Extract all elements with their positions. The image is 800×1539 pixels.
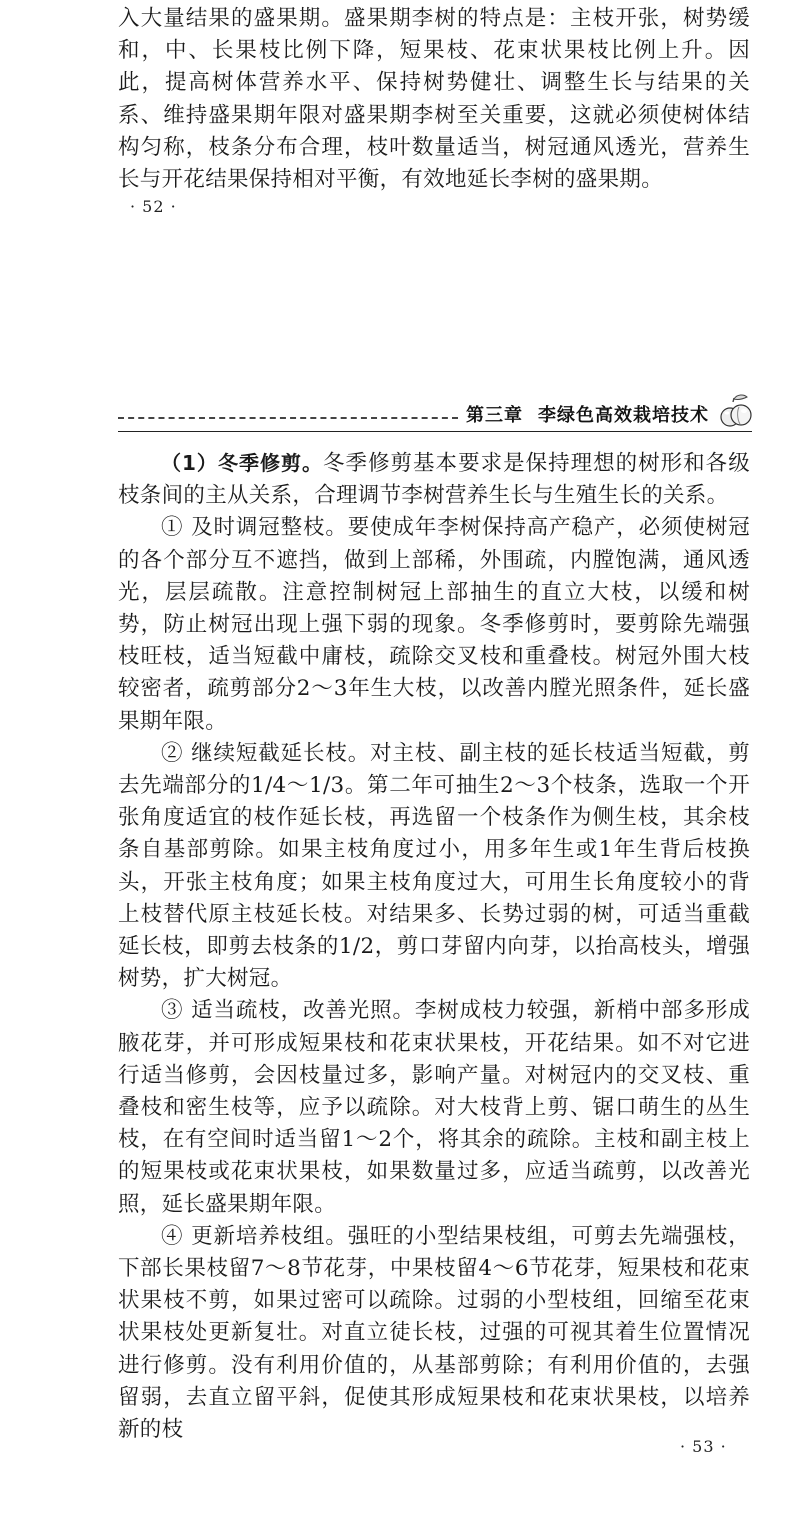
- running-header: [118, 393, 752, 433]
- paragraph-item-2: ② 继续短截延长枝。对主枝、副主枝的延长枝适当短截，剪去先端部分的1/4～1/3。第二年可抽生2～3个枝条，选取一个开张角度适宜的枝作延长枝，再选留一个枝条作为侧生枝，其余枝条自基部剪除。如果主枝角度过小，用多年生或1年生背后枝换头，开张主枝角度；如果主枝角度过大，可用生长角度较小的背上枝替代原主枝延长枝。对结果多、长势过弱的树，可适当重截延长枝，即剪去枝条的1/2，剪口芽留内向芽，以抬高枝头，增强树势，扩大树冠。: [118, 740, 750, 992]
- paragraph-item-4: ④ 更新培养枝组。强旺的小型结果枝组，可剪去先端强枝，下部长果枝留7～8节花芽，中果枝留4～6节花芽，短果枝和花束状果枝不剪，如果过密可以疏除。过弱的小型枝组，回缩至花束状果枝处更新复壮。对直立徒长枝，过强的可视其着生位置情况进行修剪。没有利用价值的，从基部剪除；有利用价值的，去强留弱，去直立留平斜，促使其形成短果枝和花束状果枝，以培养新的枝: [118, 1223, 750, 1443]
- page-52-body: [118, 3, 750, 196]
- page-number-53: · 53 ·: [680, 1437, 727, 1456]
- page-52: [0, 0, 800, 330]
- paragraph-winter-pruning: [118, 447, 750, 512]
- paragraph-item-3: ③ 适当疏枝，改善光照。李树成枝力较强，新梢中部多形成腋花芽，并可形成短果枝和花束状果枝，开花结果。如不对它进行适当修剪，会因枝量过多，影响产量。对树冠内的交叉枝、重叠枝和密生枝等，应予以疏除。对大枝背上剪、锯口萌生的丛生枝，在有空间时适当留1～2个，将其余的疏除。主枝和副主枝上的短果枝或花束状果枝，如果数量过多，应适当疏剪，以改善光照，延长盛果期年限。: [118, 998, 750, 1217]
- header-title: 李绿色高效栽培技术: [538, 405, 709, 426]
- page-52-paragraph: 入大量结果的盛果期。盛果期李树的特点是：主枝开张，树势缓和，中、长果枝比例下降，短果枝、花束状果枝比例上升。因此，提高树体营养水平、保持树势健壮、调整生长与结果的关系、维持盛果期年限对盛果期李树至关重要，这就必须使树体结构匀称，枝条分布合理，枝叶数量适当，树冠通风透光，营养生长与开花结果保持相对平衡，有效地延长李树的盛果期。: [118, 6, 750, 193]
- header-chapter: 第三章: [466, 405, 523, 426]
- page-53-body: [118, 447, 750, 1446]
- page-53: [0, 385, 800, 1539]
- header-rule: [118, 431, 752, 432]
- paragraph-item-1: ① 及时调冠整枝。要使成年李树保持高产稳产，必须使树冠的各个部分互不遮挡，做到上部稀，外围疏，内膛饱满，通风透光，层层疏散。注意控制树冠上部抽生的直立大枝，以缓和树势，防止树冠出现上强下弱的现象。冬季修剪时，要剪除先端强枝旺枝，适当短截中庸枝，疏除交叉枝和重叠枝。树冠外围大枝较密者，疏剪部分2～3年生大枝，以改善内膛光照条件，延长盛果期年限。: [118, 515, 750, 734]
- paragraph-text: 冬季修剪基本要求是保持理想的树形和各级枝条间的主从关系，合理调节李树营养生长与生殖生长的关系。: [118, 451, 750, 509]
- header-dash-line: [118, 417, 458, 419]
- paragraph-lead: （1）冬季修剪。: [161, 451, 323, 475]
- plum-fruit-icon: [718, 393, 752, 431]
- page-number-52: · 52 ·: [130, 197, 177, 216]
